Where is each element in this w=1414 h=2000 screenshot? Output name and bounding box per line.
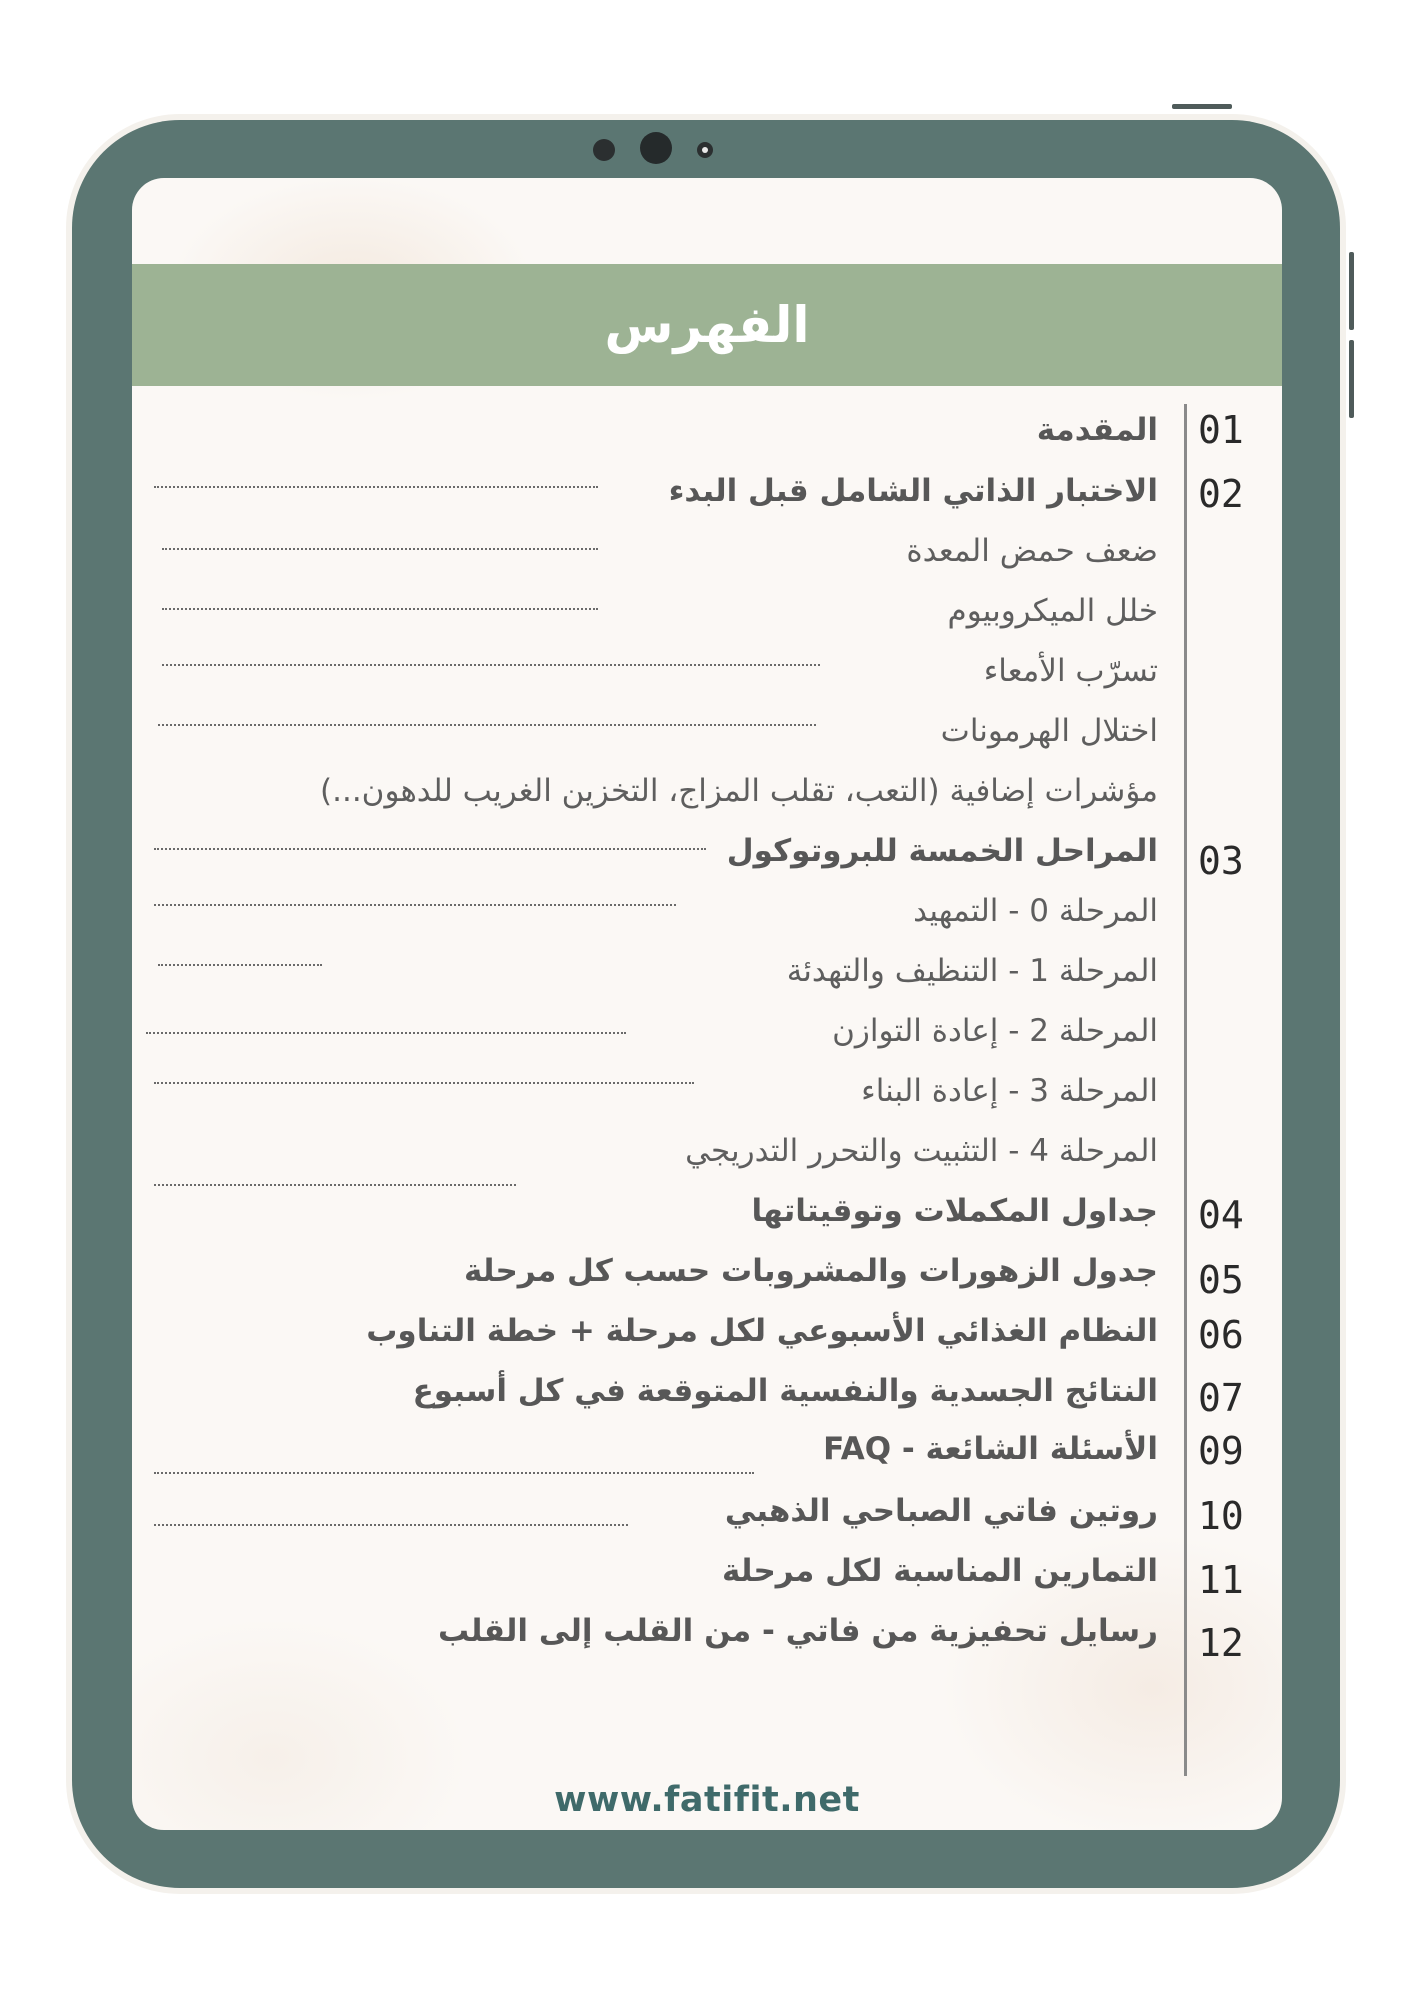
sensor-dot-icon <box>697 142 713 158</box>
dotted-leader <box>158 964 322 966</box>
toc-entry-supplements[interactable]: جداول المكملات وتوقيتاتها <box>751 1193 1158 1229</box>
toc-number: 07 <box>1198 1376 1244 1420</box>
toc-entry-weekly-diet[interactable]: النظام الغذائي الأسبوعي لكل مرحلة + خطة التناوب <box>366 1313 1158 1349</box>
toc-entry-faq[interactable]: الأسئلة الشائعة - FAQ <box>823 1431 1158 1467</box>
toc-number: 12 <box>1198 1621 1244 1665</box>
dotted-leader <box>162 664 820 666</box>
website-link[interactable]: www.fatifit.net <box>554 1780 860 1820</box>
toc-subentry[interactable]: المرحلة 4 - التثبيت والتحرر التدريجي <box>685 1133 1158 1169</box>
dotted-leader <box>154 486 598 488</box>
toc-number: 09 <box>1198 1429 1244 1473</box>
title-banner <box>132 264 1282 386</box>
volume-up-button <box>1349 252 1354 330</box>
dotted-leader <box>162 548 598 550</box>
toc-number: 05 <box>1198 1258 1244 1302</box>
toc-entry-results[interactable]: النتائج الجسدية والنفسية المتوقعة في كل أسبوع <box>412 1373 1158 1409</box>
toc-subentry[interactable]: المرحلة 0 - التمهيد <box>913 893 1158 929</box>
dotted-leader <box>162 608 598 610</box>
toc-subentry[interactable]: خلل الميكروبيوم <box>947 593 1158 629</box>
page-title: الفهرس <box>604 296 810 354</box>
toc-number: 01 <box>1198 408 1244 452</box>
toc-subentry[interactable]: المرحلة 3 - إعادة البناء <box>861 1073 1158 1109</box>
toc-entry-exercises[interactable]: التمارين المناسبة لكل مرحلة <box>722 1553 1158 1589</box>
toc-entry-phases[interactable]: المراحل الخمسة للبروتوكول <box>726 833 1158 869</box>
toc-subentry[interactable]: اختلال الهرمونات <box>940 713 1158 749</box>
toc-entry-morning-routine[interactable]: روتين فاتي الصباحي الذهبي <box>724 1493 1158 1529</box>
toc-number: 06 <box>1198 1313 1244 1357</box>
volume-down-button <box>1349 340 1354 418</box>
toc-subentry[interactable]: المرحلة 1 - التنظيف والتهدئة <box>786 953 1158 989</box>
toc-number: 10 <box>1198 1494 1244 1538</box>
toc-entry-herbal-drinks[interactable]: جدول الزهورات والمشروبات حسب كل مرحلة <box>463 1253 1158 1289</box>
toc-number: 03 <box>1198 839 1244 883</box>
dotted-leader <box>154 1184 516 1186</box>
camera-dot-icon <box>593 139 615 161</box>
dotted-leader <box>146 1032 626 1034</box>
dotted-leader <box>154 904 676 906</box>
toc-subentry[interactable]: تسرّب الأمعاء <box>983 653 1158 689</box>
toc-entry-motivation[interactable]: رسايل تحفيزية من فاتي - من القلب إلى القلب <box>437 1613 1158 1649</box>
camera-lens-icon <box>640 132 672 164</box>
dotted-leader <box>154 1082 694 1084</box>
vertical-divider <box>1184 404 1187 1776</box>
toc-entry-self-test[interactable]: الاختبار الذاتي الشامل قبل البدء <box>668 473 1158 509</box>
power-button <box>1172 104 1232 109</box>
tablet-frame <box>72 120 1340 1888</box>
dotted-leader <box>158 724 816 726</box>
toc-number: 04 <box>1198 1193 1244 1237</box>
toc-number: 02 <box>1198 472 1244 516</box>
toc-subentry[interactable]: ضعف حمض المعدة <box>906 533 1158 569</box>
dotted-leader <box>154 1524 628 1526</box>
toc-subentry[interactable]: مؤشرات إضافية (التعب، تقلب المزاج، التخزين الغريب للدهون...) <box>320 773 1158 809</box>
toc-entry-introduction[interactable]: المقدمة <box>1036 412 1158 448</box>
dotted-leader <box>154 1472 754 1474</box>
toc-subentry[interactable]: المرحلة 2 - إعادة التوازن <box>832 1013 1158 1049</box>
tablet-screen <box>132 178 1282 1830</box>
toc-number: 11 <box>1198 1558 1244 1602</box>
dotted-leader <box>154 848 706 850</box>
